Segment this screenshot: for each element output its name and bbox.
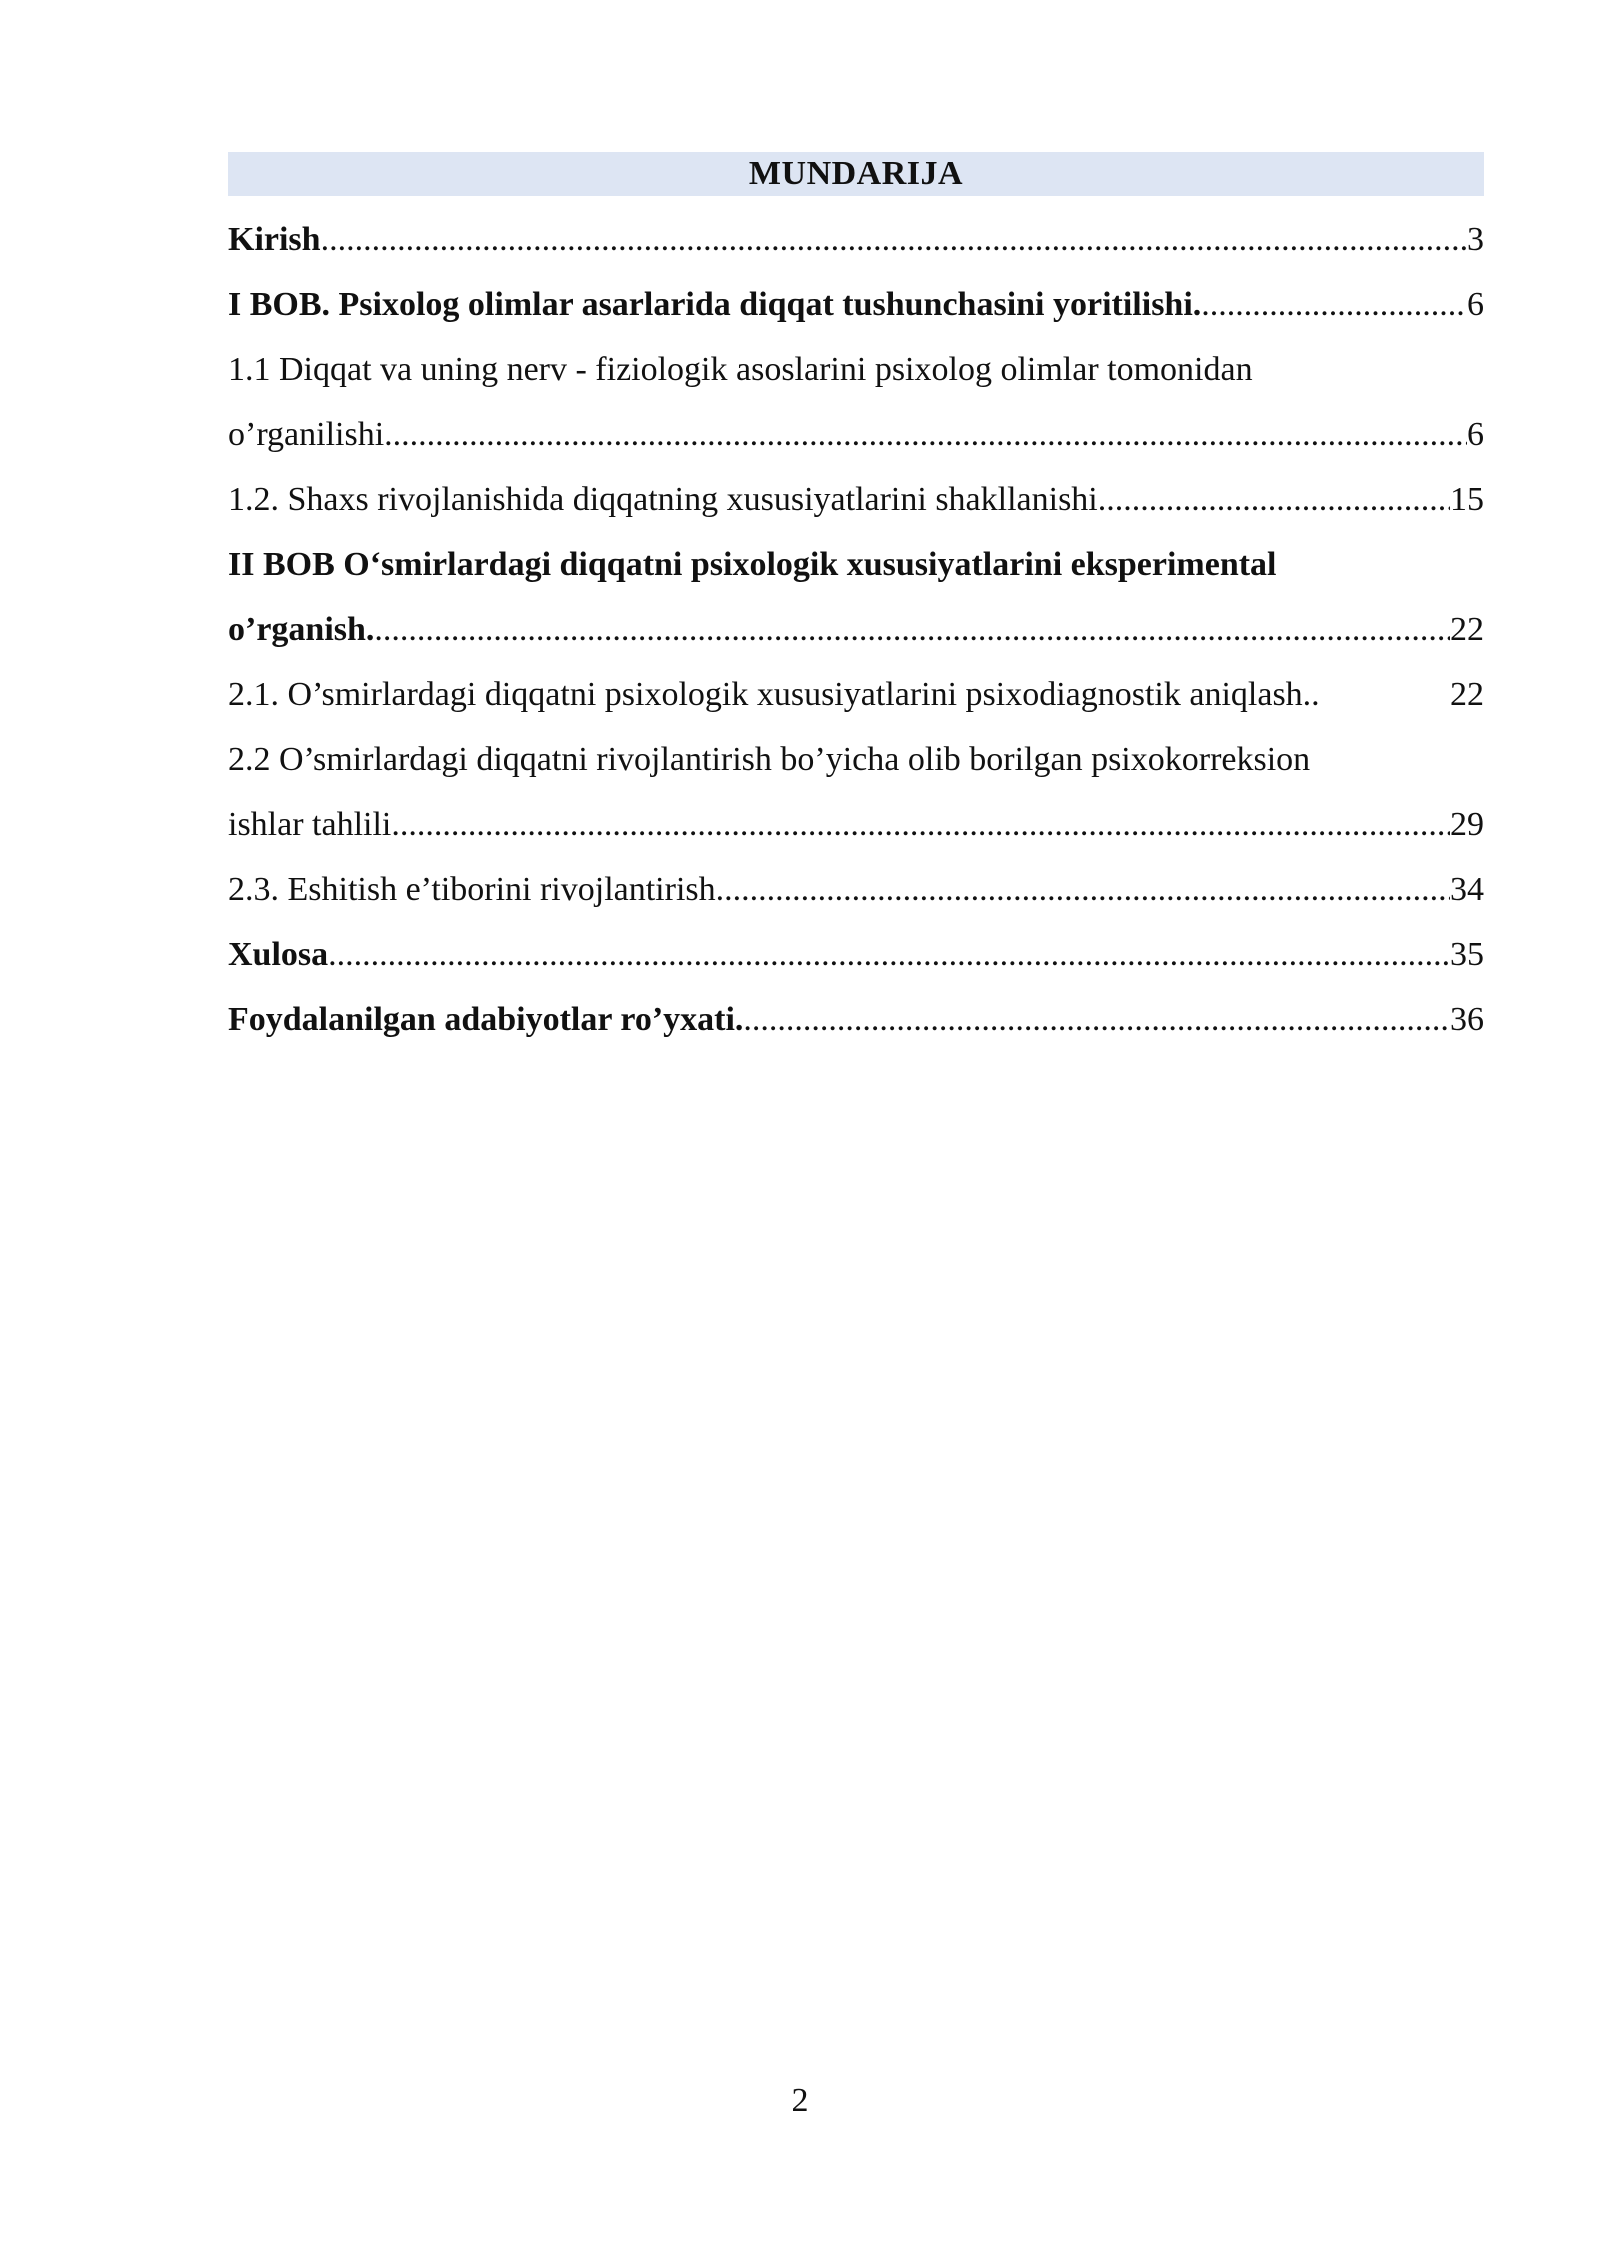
toc-page-number: 22	[1450, 676, 1484, 713]
toc-entry-2-1[interactable]	[228, 662, 1484, 727]
toc-leader-dots	[384, 402, 1467, 467]
toc-page-number: 35	[1450, 936, 1484, 973]
toc-entry-1-1-first-line[interactable]: 1.1 Diqqat va uning nerv - fiziologik asoslarini psixolog olimlar tomonidan	[228, 351, 1253, 388]
toc-entry-kirish[interactable]	[228, 207, 1484, 272]
toc-entry-title: Xulosa	[228, 936, 329, 973]
toc-entry-title: 2.1. O’smirlardagi diqqatni psixologik xususiyatlarini psixodiagnostik aniqlash..	[228, 676, 1329, 713]
toc-entry-title: 2.3. Eshitish e’tiborini rivojlantirish	[228, 871, 716, 908]
toc-entry-2-2-first-line[interactable]: 2.2 O’smirlardagi diqqatni rivojlantirish bo’yicha olib borilgan psixokorreksion	[228, 741, 1311, 778]
toc-entry-chapter-1[interactable]	[228, 272, 1484, 337]
toc-page-number: 22	[1450, 611, 1484, 648]
toc-page-number: 36	[1450, 1001, 1484, 1038]
toc-leader-dots	[1201, 272, 1467, 337]
toc-page-number: 6	[1467, 416, 1484, 453]
toc-page-number: 15	[1450, 481, 1484, 518]
toc-leader-dots	[328, 922, 1450, 987]
toc-entry-title: Foydalanilgan adabiyotlar ro’yxati.	[228, 1001, 744, 1038]
toc-entry-title: I BOB. Psixolog olimlar asarlarida diqqat tushunchasini yoritilishi.	[228, 286, 1202, 323]
toc-entry-references[interactable]	[228, 987, 1484, 1052]
toc-entry-title: Kirish	[228, 221, 321, 258]
toc-page-number: 6	[1467, 286, 1484, 323]
toc-entry-1-1[interactable]	[228, 402, 1484, 467]
toc-entry-xulosa[interactable]	[228, 922, 1484, 987]
toc-heading: MUNDARIJA	[228, 152, 1484, 196]
toc-entry-1-2[interactable]	[228, 467, 1484, 532]
toc-leader-dots	[391, 792, 1450, 857]
toc-entry-chapter-2[interactable]	[228, 597, 1484, 662]
toc-page-number: 34	[1450, 871, 1484, 908]
toc-entry-chapter-2-first-line[interactable]: II BOB O‘smirlardagi diqqatni psixologik xususiyatlarini eksperimental	[228, 546, 1277, 583]
toc-leader-dots	[321, 207, 1467, 272]
page-number: 2	[791, 2082, 809, 2119]
toc-page-number: 3	[1467, 221, 1484, 258]
toc-entry-title: o’rganish.	[228, 611, 375, 648]
toc-entry-2-2[interactable]	[228, 792, 1484, 857]
table-of-contents	[228, 207, 1484, 1052]
toc-leader-dots	[374, 597, 1450, 662]
toc-leader-dots	[716, 857, 1450, 922]
toc-entry-title: 1.2. Shaxs rivojlanishida diqqatning xususiyatlarini shakllanishi.	[228, 481, 1107, 518]
toc-entry-title: ishlar tahlili	[228, 806, 392, 843]
toc-page-number: 29	[1450, 806, 1484, 843]
toc-leader-dots	[743, 987, 1450, 1052]
toc-entry-2-3[interactable]	[228, 857, 1484, 922]
toc-leader-dots	[1106, 467, 1450, 532]
toc-entry-title: o’rganilishi	[228, 416, 385, 453]
